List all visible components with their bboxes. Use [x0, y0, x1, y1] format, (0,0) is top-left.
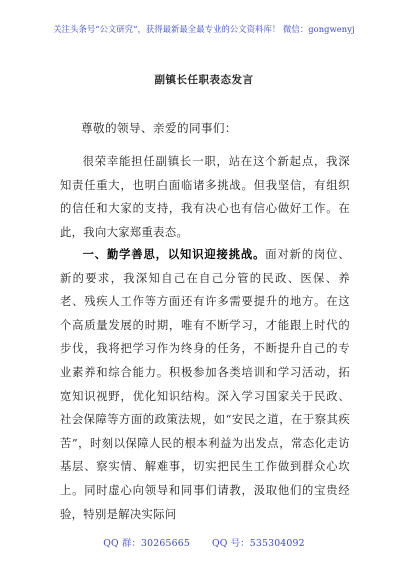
footer: [0, 535, 408, 549]
salutation: 尊敬的领导、亲爱的同事们：: [81, 121, 237, 135]
header-banner: 关注头条号“公文研究”，获得最新最全最专业的公文资料库！ 微信：gongwenyj: [53, 24, 355, 34]
paragraph-text: 面对新的岗位、新的要求，我深知自己在自己分管的民政、医保、养老、残疾人工作等方面还有许多需要提升的地方。在这个高质量发展的时期，唯有不断学习，才能跟上时代的步伐，我将把学习作为终身的任务，不断提升自己的专业素养和综合能力。积极参加各类培训和学习活动，拓宽知识视野，优化知识结构。深入学习国家关于民政、社会保障等方面的政策法规，如“安民之道，在于察其疾苦”，时刻以保障人民的根本利益为出发点，常态化走访基层、察实情、解难事，切实把民生工作做到群众心坎上。同时虚心向领导和同事们请教，汲取他们的宝贵经验，特别是解决实际问: [60, 248, 350, 521]
footer-qq: QQ 号：535304092: [211, 538, 305, 549]
paragraph-text: 很荣幸能担任副镇长一职，站在这个新起点，我深知责任重大，也明白面临诸多挑战。但我坚信，有组织的信任和大家的支持，我有决心也有信心做好工作。在此，我向大家郑重表态。: [60, 155, 350, 239]
section-heading: 一、勤学善思，以知识迎接挑战。: [82, 247, 266, 261]
paragraph-intro: [60, 150, 350, 244]
paragraph-section-1: [60, 243, 350, 526]
document-title: 副镇长任职表态发言: [154, 74, 254, 86]
footer-qq-group: QQ 群：30265665: [103, 538, 190, 549]
